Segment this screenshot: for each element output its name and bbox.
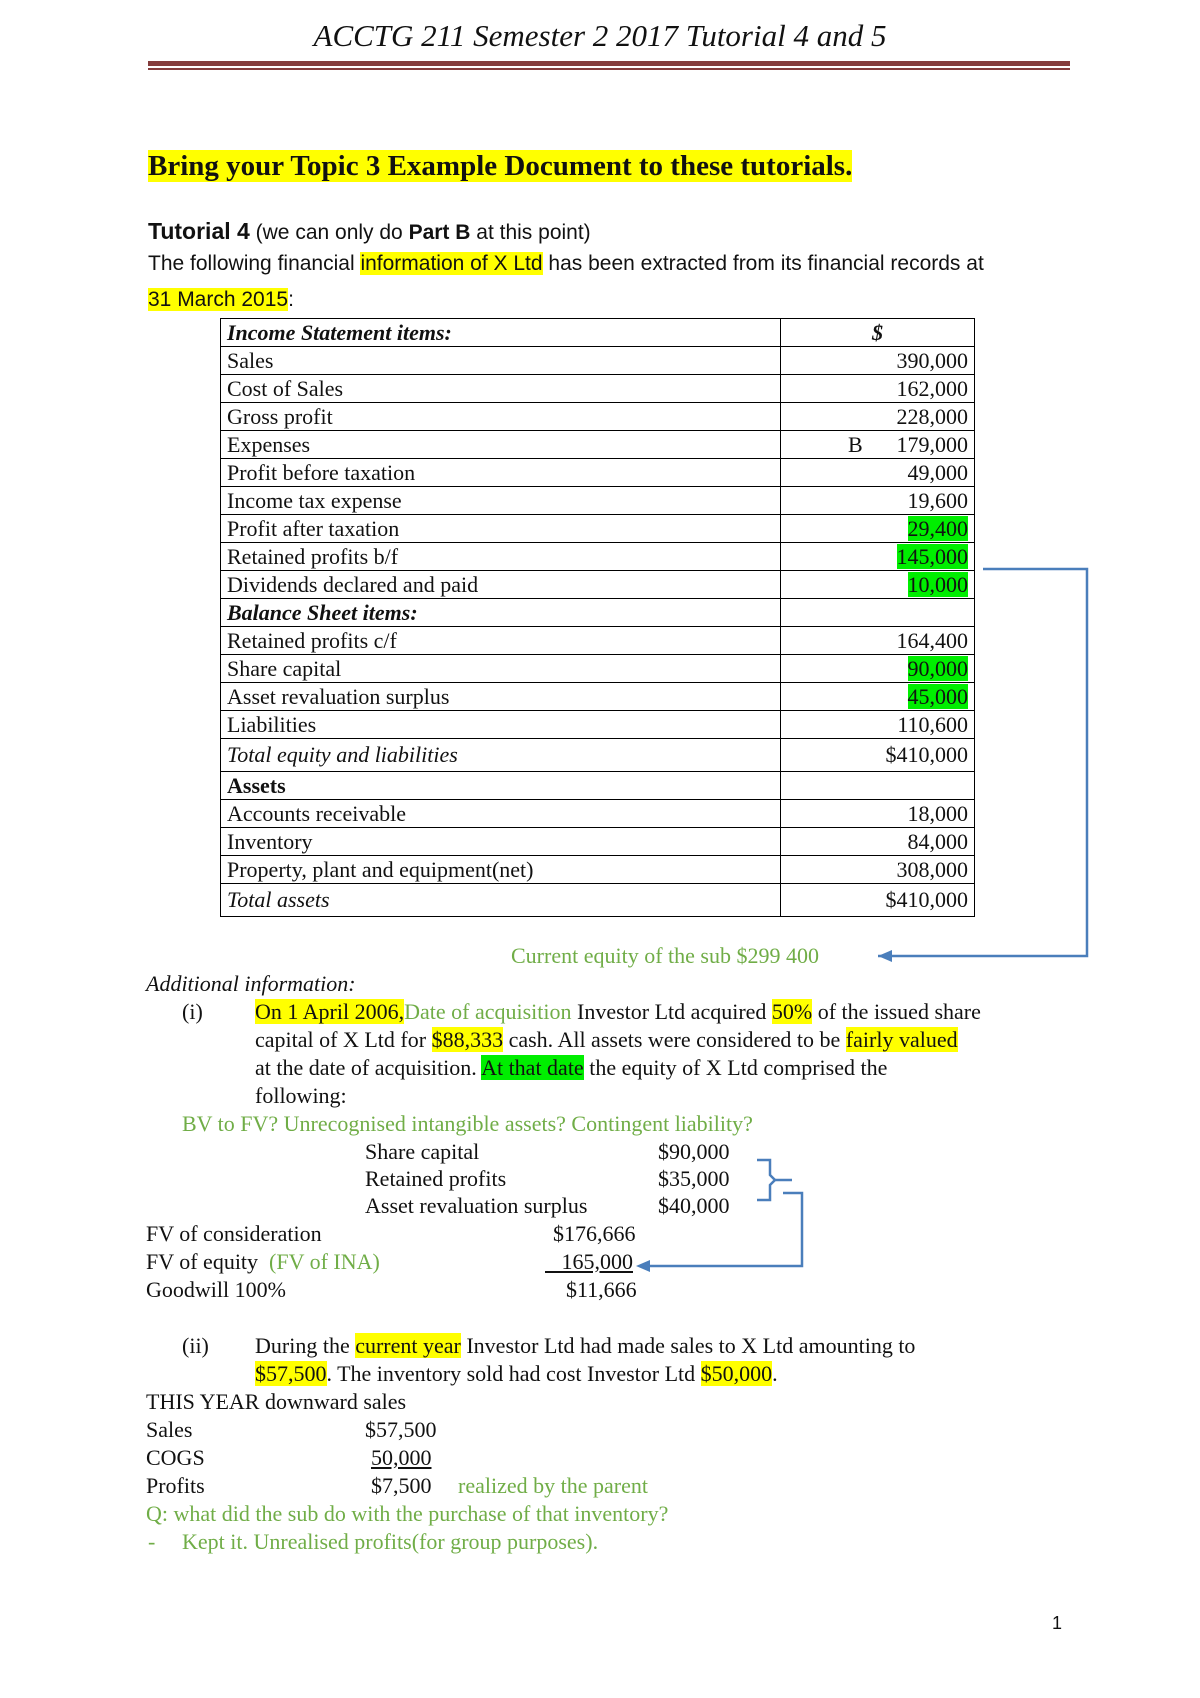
income-header: Income Statement items: [221, 319, 781, 347]
row-value: 179,000 [896, 432, 968, 457]
row-value: 228,000 [781, 403, 975, 431]
item-ii-number: (ii) [182, 1333, 209, 1358]
bv-note: BV to FV? Unrecognised intangible assets? Contingent liability? [182, 1111, 753, 1136]
row-label: Accounts receivable [221, 800, 781, 828]
fv-equity-label [146, 1249, 380, 1275]
total-assets-label: Total assets [221, 884, 781, 917]
row-label: Retained profits b/f [221, 543, 781, 571]
total-assets-value: $410,000 [781, 884, 975, 917]
row-value: 308,000 [781, 856, 975, 884]
arrow-head-icon [878, 950, 892, 962]
row-label: Asset revaluation surplus [221, 683, 781, 711]
row-value: 18,000 [781, 800, 975, 828]
intro-colon: : [288, 288, 294, 311]
total-equity-value: $410,000 [781, 739, 975, 772]
text: Investor Ltd had made sales to X Ltd amounting to [460, 1333, 916, 1358]
row-value: 162,000 [781, 375, 975, 403]
equity-label: Retained profits [365, 1166, 507, 1191]
fv-equity-note: (FV of INA) [269, 1249, 380, 1274]
intro-text: The following financial [148, 252, 361, 275]
row-value: 90,000 [907, 656, 968, 681]
downward-value: 50,000 [371, 1445, 432, 1470]
text: cash. All assets were considered to be [503, 1027, 846, 1052]
cost-highlight: $50,000 [700, 1361, 773, 1386]
row-label: Cost of Sales [221, 375, 781, 403]
tutorial-note-post: at this point) [470, 221, 591, 244]
fv-consideration-label: FV of consideration [146, 1221, 322, 1246]
fair-highlight: fairly valued [845, 1027, 958, 1052]
current-equity-note: Current equity of the sub $299 400 [511, 943, 819, 968]
currency-header: $ [781, 319, 975, 347]
page-header: ACCTG 211 Semester 2 2017 Tutorial 4 and 5 [313, 18, 887, 53]
arrow-head-icon [636, 1260, 650, 1272]
row-label: Inventory [221, 828, 781, 856]
row-label: Income tax expense [221, 487, 781, 515]
row-label: Retained profits c/f [221, 627, 781, 655]
equity-arrow [878, 569, 1087, 956]
row-label: Sales [221, 347, 781, 375]
row-label: Expenses [221, 431, 781, 459]
page-number: 1 [1052, 1613, 1063, 1633]
row-value: 45,000 [907, 684, 968, 709]
bring-notice-text: Bring your Topic 3 Example Document to these tutorials. [148, 150, 853, 182]
tutorial-note-bold: Part B [408, 221, 471, 244]
row-label: Property, plant and equipment(net) [221, 856, 781, 884]
item-ii-line-2 [255, 1361, 778, 1387]
equity-value: $35,000 [658, 1166, 730, 1191]
fv-consideration-value: $176,666 [553, 1221, 636, 1246]
row-prefix: B [848, 432, 863, 457]
additional-title: Additional information: [146, 971, 356, 996]
equity-label: Asset revaluation surplus [365, 1193, 588, 1218]
text: of the issued share [812, 999, 981, 1024]
text: capital of X Ltd for [255, 1027, 432, 1052]
item-i-line-4: following: [255, 1083, 347, 1108]
acq-note: Date of acquisition [404, 999, 572, 1024]
row-label: Gross profit [221, 403, 781, 431]
item-i-number: (i) [182, 999, 203, 1024]
downward-label: Profits [146, 1473, 205, 1498]
row-value: 84,000 [781, 828, 975, 856]
text: Investor Ltd acquired [571, 999, 772, 1024]
row-value: 145,000 [896, 544, 968, 569]
at-date-highlight: At that date [481, 1055, 584, 1080]
text: FV of equity [146, 1249, 259, 1274]
row-value: 49,000 [781, 459, 975, 487]
assets-header: Assets [221, 772, 781, 800]
downward-label: COGS [146, 1445, 205, 1470]
goodwill-value: $11,666 [566, 1277, 637, 1302]
amount-highlight: $88,333 [431, 1027, 504, 1052]
text: at the date of acquisition. [255, 1055, 482, 1080]
row-label: Profit before taxation [221, 459, 781, 487]
equity-label: Share capital [365, 1139, 480, 1164]
row-value: 164,400 [781, 627, 975, 655]
acq-date: On 1 April 2006, [255, 999, 405, 1024]
row-value: 110,600 [781, 711, 975, 739]
row-label: Dividends declared and paid [221, 571, 781, 599]
downward-value: $57,500 [365, 1417, 437, 1442]
text: the equity of X Ltd comprised the [583, 1055, 888, 1080]
current-year-highlight: current year [355, 1333, 461, 1358]
fv-equity-amount: 165,000 [561, 1249, 633, 1274]
row-value: 29,400 [907, 516, 968, 541]
question-note: Q: what did the sub do with the purchase of that inventory? [146, 1501, 669, 1526]
text: During the [255, 1333, 356, 1358]
goodwill-label: Goodwill 100% [146, 1277, 286, 1302]
text: . [772, 1361, 778, 1386]
equity-value: $40,000 [658, 1193, 730, 1218]
item-i-line-3 [255, 1055, 887, 1081]
downward-label: Sales [146, 1417, 193, 1442]
tutorial-note-pre: (we can only do [249, 221, 409, 244]
row-value: 390,000 [781, 347, 975, 375]
equity-value: $90,000 [658, 1139, 730, 1164]
realized-note: realized by the parent [458, 1473, 648, 1498]
text: . The inventory sold had cost Investor Ltd [326, 1361, 701, 1386]
pct-highlight: 50% [771, 999, 813, 1024]
row-label: Profit after taxation [221, 515, 781, 543]
tutorial-title: Tutorial 4 [148, 218, 250, 244]
total-equity-label: Total equity and liabilities [221, 739, 781, 772]
item-i-line-2 [255, 1027, 958, 1053]
intro-text-post: has been extracted from its financial records at [542, 252, 984, 275]
row-value: 10,000 [907, 572, 968, 597]
row-label: Share capital [221, 655, 781, 683]
item-ii-line-1 [255, 1333, 915, 1359]
balance-header: Balance Sheet items: [221, 599, 781, 627]
fv-equity-value [545, 1249, 633, 1275]
item-i-line-1 [255, 999, 981, 1025]
downward-value: $7,500 [371, 1473, 432, 1498]
row-value: 19,600 [781, 487, 975, 515]
brace-icon [757, 1160, 775, 1200]
downward-title: THIS YEAR downward sales [146, 1389, 407, 1414]
sales-highlight: $57,500 [255, 1361, 327, 1386]
intro-highlight: information of X Ltd [360, 252, 543, 275]
answer-dash: - [148, 1529, 156, 1554]
answer-note: Kept it. Unrealised profits(for group purposes). [182, 1529, 599, 1554]
row-label: Liabilities [221, 711, 781, 739]
intro-date: 31 March 2015 [148, 288, 289, 311]
